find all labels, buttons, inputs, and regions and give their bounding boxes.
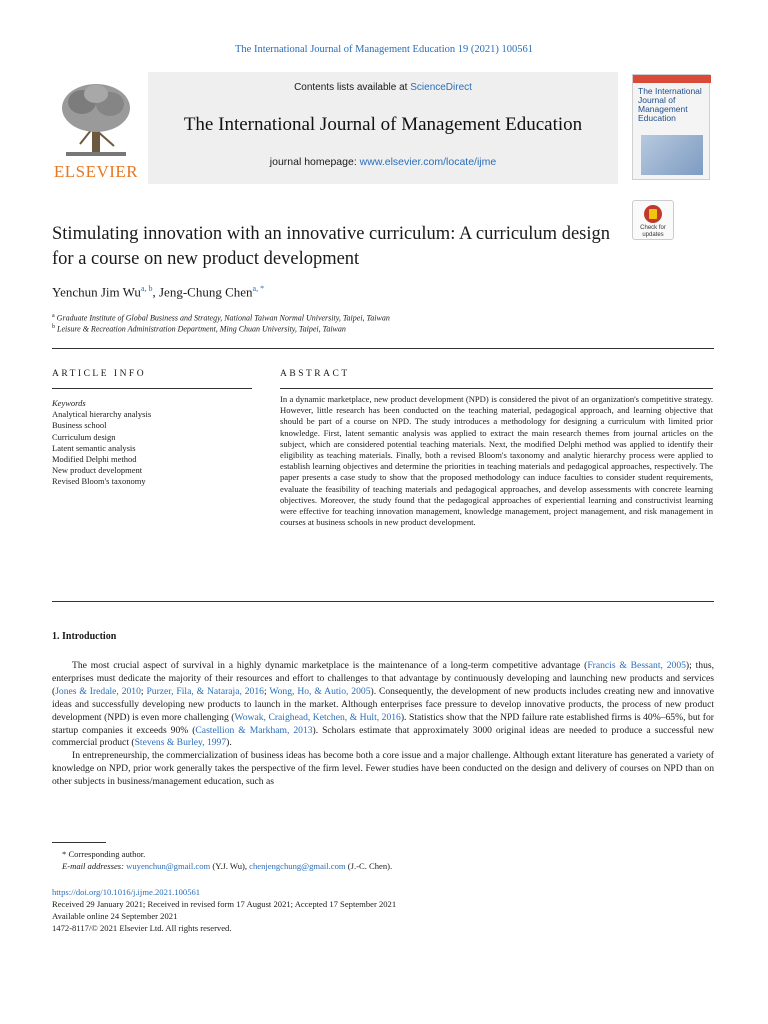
- author-affil-marker[interactable]: a, b: [140, 284, 153, 293]
- keyword-item: New product development: [52, 465, 143, 476]
- paragraph-text: The most crucial aspect of survival in a highly dynamic marketplace is the maintenance of a long-term competitive advantage (: [72, 660, 588, 671]
- introduction-body: [52, 660, 714, 789]
- affiliation-text: Leisure & Recreation Administration Department, Ming Chuan University, Taipei, Taiwan: [57, 324, 346, 334]
- keyword-item: Analytical hierarchy analysis: [52, 409, 152, 420]
- paragraph-text: ); thus, enterprises must dedicate the majority of their resources and effort to challenges to that advantage by continuously developing and launching new products and services (: [52, 660, 714, 697]
- author-name[interactable]: Jeng-Chung Chen: [159, 284, 253, 300]
- contents-prefix: Contents lists available at: [294, 82, 411, 93]
- paragraph-text: ). Consequently, the development of new products includes creating new and innovative ideas and successfully developing new products to launch in the market. Although enterprises face pressure to develop innovative products, the process of new product development (NPD) is even more challenging (: [52, 685, 714, 723]
- homepage-line: [148, 156, 618, 168]
- journal-cover-thumbnail[interactable]: [632, 74, 710, 180]
- article-info-divider: [52, 388, 252, 389]
- citation-link[interactable]: Francis & Bessant, 2005: [587, 660, 686, 671]
- citation-link[interactable]: Wowak, Craighead, Ketchen, & Hult, 2016: [234, 711, 401, 723]
- check-for-updates-button[interactable]: [632, 200, 674, 240]
- email-link[interactable]: wuyenchun@gmail.com: [126, 861, 211, 871]
- elsevier-wordmark: ELSEVIER: [53, 162, 139, 181]
- journal-homepage-link[interactable]: www.elsevier.com/locate/ijme: [359, 156, 497, 168]
- citation-link[interactable]: Jones & Iredale, 2010: [55, 685, 141, 697]
- check-updates-label: Check for updates: [640, 225, 666, 238]
- email-link[interactable]: chenjengchung@gmail.com: [249, 861, 346, 871]
- affiliation-marker: a: [52, 313, 55, 319]
- elsevier-tree-icon: [56, 80, 136, 160]
- article-title: Stimulating innovation with an innovative curriculum: A curriculum design for a course on new product development: [52, 224, 610, 269]
- affiliation-marker: b: [52, 324, 55, 330]
- sciencedirect-link[interactable]: ScienceDirect: [410, 82, 472, 93]
- author-name[interactable]: Yenchun Jim Wu: [52, 284, 141, 300]
- keywords-label: Keywords: [52, 398, 86, 408]
- running-head[interactable]: The International Journal of Management Education 19 (2021) 100561: [235, 44, 533, 55]
- cover-art: [641, 135, 703, 175]
- paragraph: In entrepreneurship, the commercialization of business ideas has become both a core issue and a major challenge. Although extant literature has generated a variety of knowledge on NPD, prior work generally takes the perspective of the firm level. Fewer studies have been conducted on the design and delivery of courses on NPD than on other subjects in business/management education, such as: [52, 750, 714, 788]
- journal-banner: [148, 72, 618, 184]
- citation-link[interactable]: Castellion & Markham, 2013: [195, 724, 313, 736]
- affiliation-text: Graduate Institute of Global Business and Strategy, National Taiwan Normal University, Taipei, Taiwan: [56, 313, 390, 323]
- keyword-item: Business school: [52, 420, 107, 431]
- affiliation: [52, 324, 346, 334]
- abstract-bottom-divider: [52, 601, 714, 602]
- keyword-item: Latent semantic analysis: [52, 442, 136, 453]
- elsevier-logo[interactable]: [52, 80, 140, 180]
- homepage-prefix: journal homepage:: [269, 156, 360, 168]
- paragraph-text: ).: [226, 737, 232, 749]
- email-owner: (J.-C. Chen).: [345, 861, 393, 871]
- article-info-heading: ARTICLE INFO: [52, 369, 147, 379]
- citation-link[interactable]: Purzer, Fila, & Nataraja, 2016: [146, 685, 264, 697]
- footnotes: [52, 848, 712, 872]
- paragraph-text: ). Statistics show that the NPD failure rate established firms is 40%–65%, but for startup companies it exceeds 90% (: [52, 711, 714, 736]
- author-separator: ,: [152, 284, 159, 300]
- received-dates: Received 29 January 2021; Received in revised form 17 August 2021; Accepted 17 September 2021: [52, 899, 397, 909]
- journal-masthead: [52, 72, 722, 184]
- paragraph-text: ). Scholars estimate that approximately 3000 original ideas are needed to produce a successful new commercial product (: [52, 724, 714, 749]
- footnote-divider: [52, 842, 106, 843]
- cover-title: The International Journal of Management Education: [638, 86, 702, 123]
- online-date: Available online 24 September 2021: [52, 911, 178, 921]
- keyword-item: Modified Delphi method: [52, 454, 137, 465]
- journal-title: The International Journal of Management Education: [183, 114, 583, 135]
- abstract-text: In a dynamic marketplace, new product development (NPD) is considered the pivot of an organization's competitive strategy. However, little research has been conducted on the teaching material, pedagogical approach, and learning objective that should be part of a course on NPD. The study introduces a methodology for designing a curriculum with limited prior knowledge. First, latent semantic analysis was applied to extract the main research themes from journal articles on the subject, which are considered potential teaching materials. Next, the modified Delphi method was applied to identify their eligibility as teaching materials. Finally, both a revised Bloom's taxonomy and analytic hierarchy process were applied to establish learning objectives and determine the priorities in teaching materials and pedagogical approaches, respectively. The paper presents a case study to show that the proposed methodology can induce faculties to consider student requirements, evaluate the feasibility of teaching materials and pedagogical approaches, and develop assessments with concrete learning objectives. Moreover, the study found that the pedagogical approaches of experiential learning and constructivist learning were effective for teaching innovation management, knowledge management, project management, and risk management in courses at business schools in new product development.: [280, 394, 713, 528]
- cover-accent-bar: [633, 75, 711, 83]
- citation-link[interactable]: Wong, Ho, & Autio, 2005: [269, 685, 371, 697]
- contents-line: [148, 82, 618, 93]
- keywords-block: [52, 398, 252, 488]
- author-affil-marker[interactable]: a, *: [252, 284, 265, 293]
- doi-link[interactable]: https://doi.org/10.1016/j.ijme.2021.100561: [52, 887, 201, 897]
- abstract-heading: ABSTRACT: [280, 369, 350, 379]
- corresponding-author-note: * Corresponding author.: [62, 849, 146, 859]
- paragraph: [52, 660, 714, 750]
- citation-link[interactable]: Stevens & Burley, 1997: [134, 737, 227, 749]
- affiliation: [52, 313, 390, 323]
- section-heading-introduction: 1. Introduction: [52, 631, 117, 642]
- keyword-item: Revised Bloom's taxonomy: [52, 476, 146, 487]
- email-label: E-mail addresses:: [62, 861, 127, 871]
- abstract-divider: [280, 388, 713, 389]
- email-note: [52, 860, 712, 872]
- email-owner: (Y.J. Wu),: [210, 861, 250, 871]
- bookmark-icon: [644, 205, 662, 223]
- paragraph-text: ;: [263, 685, 270, 697]
- copyright: 1472-8117/© 2021 Elsevier Ltd. All rights reserved.: [52, 923, 232, 933]
- author-list: [52, 284, 264, 300]
- keyword-item: Curriculum design: [52, 431, 116, 442]
- publication-info: [52, 886, 712, 934]
- paragraph-text: ;: [140, 685, 147, 697]
- header-divider: [52, 348, 714, 349]
